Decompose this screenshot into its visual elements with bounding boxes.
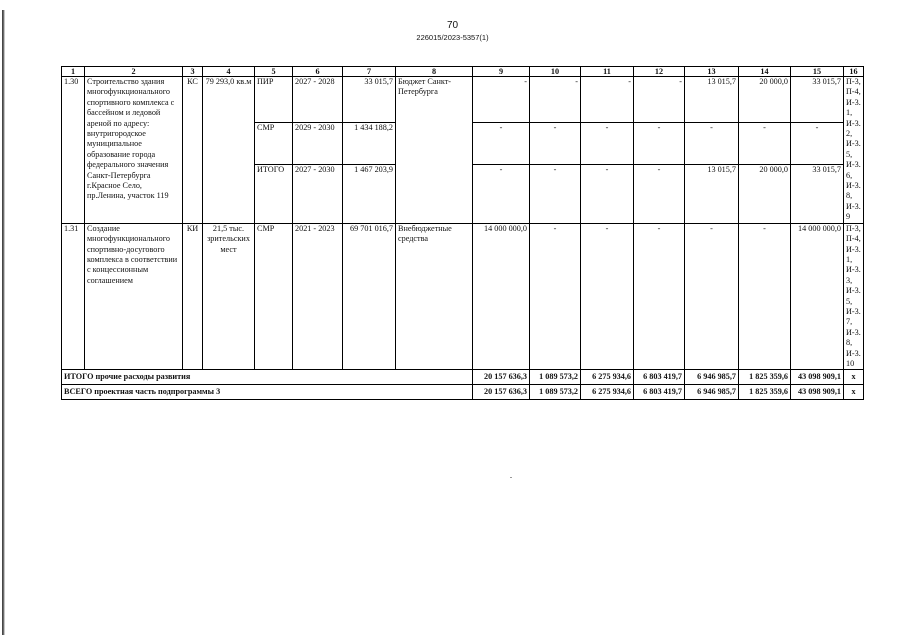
table-row — [62, 223, 864, 370]
scan-edge-shadow — [2, 10, 5, 635]
value-cell: - — [581, 223, 634, 370]
total-value: 6 803 419,7 — [634, 385, 685, 400]
total-value: 43 098 909,1 — [791, 370, 844, 385]
value-cell: - — [473, 77, 530, 123]
grand-total-label: ВСЕГО проектная часть подпрограммы 3 — [62, 385, 473, 400]
value-cell: 13 015,7 — [685, 164, 739, 223]
col-header: 15 — [791, 67, 844, 77]
indicator-codes: П-3, П-4, И-3.1, И-3.3, И-3.5, И-3.7, И-3.8, И-3.10 — [844, 223, 864, 370]
value-cell: - — [530, 164, 581, 223]
value-cell: - — [634, 223, 685, 370]
value-cell: - — [530, 223, 581, 370]
total-value: 1 825 359,6 — [739, 370, 791, 385]
stage-cell: СМР — [255, 123, 293, 165]
total-value: 1 089 573,2 — [530, 370, 581, 385]
value-cell: 33 015,7 — [791, 164, 844, 223]
period-cell: 2021 - 2023 — [293, 223, 343, 370]
column-number-row — [62, 67, 864, 77]
value-cell: 20 000,0 — [739, 164, 791, 223]
object-type: КИ — [183, 223, 203, 370]
col-header: 4 — [203, 67, 255, 77]
col-header: 14 — [739, 67, 791, 77]
col-header: 16 — [844, 67, 864, 77]
total-value: 6 803 419,7 — [634, 370, 685, 385]
col-header: 8 — [396, 67, 473, 77]
total-value: 20 157 636,3 — [473, 370, 530, 385]
grand-total-row — [62, 385, 864, 400]
total-label: ИТОГО прочие расходы развития — [62, 370, 473, 385]
value-cell: 33 015,7 — [791, 77, 844, 123]
page-header — [0, 20, 905, 43]
value-cell: - — [530, 123, 581, 165]
value-cell: - — [581, 77, 634, 123]
stage-cell: СМР — [255, 223, 293, 370]
total-value: 1 825 359,6 — [739, 385, 791, 400]
total-value: 20 157 636,3 — [473, 385, 530, 400]
scan-speck — [510, 477, 512, 478]
funding-source: Бюджет Санкт-Петербурга — [396, 77, 473, 224]
value-cell: - — [634, 164, 685, 223]
total-value: 6 946 985,7 — [685, 370, 739, 385]
value-cell: - — [581, 123, 634, 165]
row-number: 1.31 — [62, 223, 85, 370]
total-row — [62, 370, 864, 385]
cost-cell: 69 701 016,7 — [343, 223, 396, 370]
cost-cell: 1 467 203,9 — [343, 164, 396, 223]
col-header: 13 — [685, 67, 739, 77]
value-cell: 13 015,7 — [685, 77, 739, 123]
period-cell: 2029 - 2030 — [293, 123, 343, 165]
program-table — [61, 66, 864, 400]
col-header: 10 — [530, 67, 581, 77]
value-cell: - — [473, 164, 530, 223]
funding-source: Внебюджетные средства — [396, 223, 473, 370]
total-mark: х — [844, 385, 864, 400]
stage-cell: ИТОГО — [255, 164, 293, 223]
object-name: Создание многофункционального спортивно-досугового комплекса в соответствии с концессионным соглашением — [85, 223, 183, 370]
total-value: 1 089 573,2 — [530, 385, 581, 400]
value-cell: 20 000,0 — [739, 77, 791, 123]
value-cell: - — [581, 164, 634, 223]
period-cell: 2027 - 2028 — [293, 77, 343, 123]
row-number: 1.30 — [62, 77, 85, 224]
value-cell: - — [530, 77, 581, 123]
value-cell: - — [634, 123, 685, 165]
col-header: 2 — [85, 67, 183, 77]
col-header: 3 — [183, 67, 203, 77]
value-cell: - — [634, 77, 685, 123]
object-name: Строительство здания многофункционального спортивного комплекса с бассейном и ледовой ареной по адресу: внутригородское муниципальное образование города федерального значения Санкт-Петербурга г.Красное Село, пр.Ленина, участок 119 — [85, 77, 183, 224]
col-header: 1 — [62, 67, 85, 77]
col-header: 5 — [255, 67, 293, 77]
object-capacity: 21,5 тыс. зрительских мест — [203, 223, 255, 370]
value-cell: 14 000 000,0 — [473, 223, 530, 370]
col-header: 12 — [634, 67, 685, 77]
total-value: 43 098 909,1 — [791, 385, 844, 400]
value-cell: - — [685, 123, 739, 165]
object-capacity: 79 293,0 кв.м — [203, 77, 255, 224]
value-cell: - — [791, 123, 844, 165]
total-mark: х — [844, 370, 864, 385]
value-cell: - — [739, 123, 791, 165]
page-number: 70 — [446, 20, 459, 31]
object-type: КС — [183, 77, 203, 224]
cost-cell: 33 015,7 — [343, 77, 396, 123]
document-id: 226015/2023-5357(1) — [416, 33, 489, 42]
indicator-codes: П-3, П-4, И-3.1, И-3.2, И-3.5, И-3.6, И-3.8, И-3.9 — [844, 77, 864, 224]
total-value: 6 946 985,7 — [685, 385, 739, 400]
total-value: 6 275 934,6 — [581, 370, 634, 385]
value-cell: - — [685, 223, 739, 370]
col-header: 6 — [293, 67, 343, 77]
col-header: 9 — [473, 67, 530, 77]
col-header: 11 — [581, 67, 634, 77]
cost-cell: 1 434 188,2 — [343, 123, 396, 165]
period-cell: 2027 - 2030 — [293, 164, 343, 223]
stage-cell: ПИР — [255, 77, 293, 123]
col-header: 7 — [343, 67, 396, 77]
table-row — [62, 77, 864, 123]
total-value: 6 275 934,6 — [581, 385, 634, 400]
value-cell: - — [739, 223, 791, 370]
value-cell: - — [473, 123, 530, 165]
value-cell: 14 000 000,0 — [791, 223, 844, 370]
